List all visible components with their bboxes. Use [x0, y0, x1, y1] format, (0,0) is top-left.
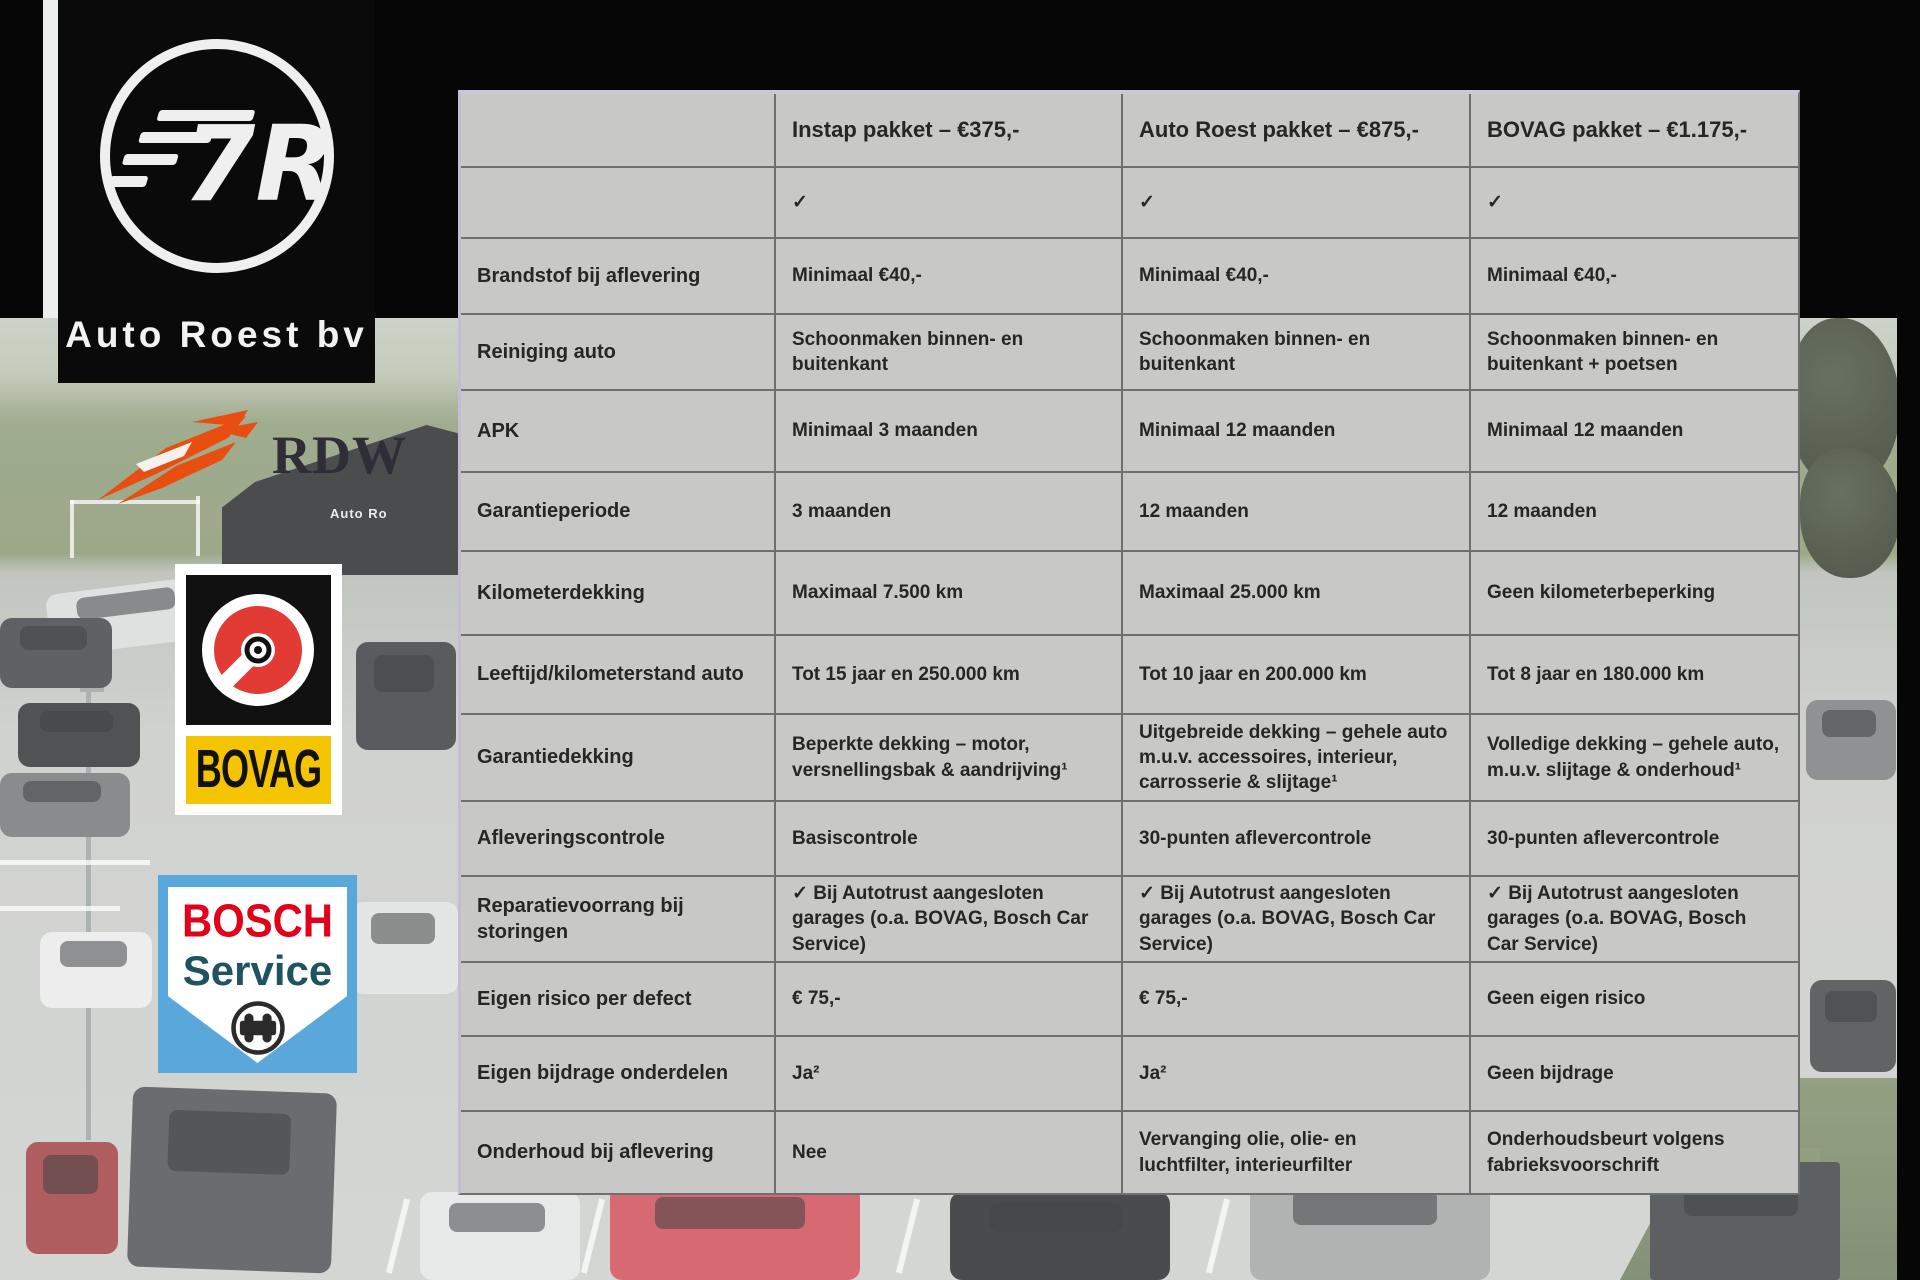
- table-cell: ✓ Bij Autotrust aangesloten garages (o.a. BOVAG, Bosch Car Service): [1471, 877, 1798, 963]
- table-row: [461, 391, 1798, 473]
- row-label: Kilometerdekking: [461, 552, 776, 636]
- car-shape: [0, 773, 130, 837]
- column-header-empty: [461, 94, 776, 168]
- table-cell: 30-punten aflevercontrole: [1471, 802, 1798, 877]
- bosch-armature-icon: [229, 999, 287, 1062]
- table-cell: Minimaal 12 maanden: [1123, 391, 1471, 473]
- column-header-bovag: BOVAG pakket – €1.175,-: [1471, 94, 1798, 168]
- parking-line: [0, 906, 120, 911]
- table-cell: Tot 8 jaar en 180.000 km: [1471, 636, 1798, 715]
- rdw-wordmark: RDW: [272, 425, 407, 485]
- rdw-logo: [96, 408, 406, 518]
- table-header-row: [461, 94, 1798, 168]
- car-shape: [352, 902, 458, 994]
- row-label: Brandstof bij aflevering: [461, 239, 776, 315]
- table-row: [461, 239, 1798, 315]
- column-header-auto-roest: Auto Roest pakket – €875,-: [1123, 94, 1471, 168]
- row-label: Reparatievoorrang bij storingen: [461, 877, 776, 963]
- right-edge-band: [1897, 0, 1920, 1280]
- table-cell: Maximaal 7.500 km: [776, 552, 1123, 636]
- auto-roest-logo: [58, 0, 375, 383]
- table-row: [461, 715, 1798, 802]
- table-row: [461, 963, 1798, 1037]
- table-cell: Beperkte dekking – motor, versnellingsbak & aandrijving¹: [776, 715, 1123, 802]
- parking-line: [1206, 1198, 1230, 1273]
- tree-shape: [1800, 448, 1900, 578]
- table-cell: Onderhoudsbeurt volgens fabrieksvoorschrift: [1471, 1112, 1798, 1193]
- table-cell: Ja²: [1123, 1037, 1471, 1112]
- table-row: [461, 877, 1798, 963]
- table-cell: ✓ Bij Autotrust aangesloten garages (o.a. BOVAG, Bosch Car Service): [1123, 877, 1471, 963]
- table-cell: 3 maanden: [776, 473, 1123, 552]
- table-row: [461, 636, 1798, 715]
- table-cell: Vervanging olie, olie- en luchtfilter, interieurfilter: [1123, 1112, 1471, 1193]
- table-cell: Tot 10 jaar en 200.000 km: [1123, 636, 1471, 715]
- car-shape: [18, 703, 140, 767]
- table-cell: Minimaal €40,-: [1471, 239, 1798, 315]
- bovag-emblem-icon: [186, 575, 331, 725]
- parking-line: [0, 860, 150, 865]
- car-shape: [0, 618, 112, 688]
- row-label: Garantieperiode: [461, 473, 776, 552]
- table-cell: Geen kilometerbeperking: [1471, 552, 1798, 636]
- table-cell: Basiscontrole: [776, 802, 1123, 877]
- row-label: Eigen risico per defect: [461, 963, 776, 1037]
- brand-name: Auto Roest bv: [65, 314, 368, 355]
- monogram-text: 7R: [182, 103, 335, 225]
- table-row: [461, 315, 1798, 391]
- row-label: Garantiedekking: [461, 715, 776, 802]
- car-shape: [26, 1142, 118, 1254]
- table-cell: ✓: [776, 168, 1123, 239]
- parking-line: [386, 1198, 410, 1273]
- table-cell: Nee: [776, 1112, 1123, 1193]
- table-cell: Minimaal 3 maanden: [776, 391, 1123, 473]
- left-margin-sliver: [43, 0, 58, 318]
- car-shape: [610, 1186, 860, 1280]
- row-label: Leeftijd/kilometerstand auto: [461, 636, 776, 715]
- car-shape: [420, 1192, 580, 1280]
- table-cell: Geen eigen risico: [1471, 963, 1798, 1037]
- table-cell: ✓: [1123, 168, 1471, 239]
- table-cell: Tot 15 jaar en 250.000 km: [776, 636, 1123, 715]
- table-cell: Schoonmaken binnen- en buitenkant + poetsen: [1471, 315, 1798, 391]
- table-cell: € 75,-: [1123, 963, 1471, 1037]
- table-cell: € 75,-: [776, 963, 1123, 1037]
- bovag-logo: [175, 564, 342, 815]
- table-cell: 12 maanden: [1471, 473, 1798, 552]
- table-row: [461, 802, 1798, 877]
- car-shape: [40, 932, 152, 1008]
- parking-line: [896, 1198, 920, 1273]
- table-row: [461, 473, 1798, 552]
- table-cell: Uitgebreide dekking – gehele auto m.u.v. accessoires, interieur, carrosserie & slijtage¹: [1123, 715, 1471, 802]
- table-cell: Volledige dekking – gehele auto, m.u.v. slijtage & onderhoud¹: [1471, 715, 1798, 802]
- bosch-service-logo: [158, 875, 357, 1073]
- column-header-instap: Instap pakket – €375,-: [776, 94, 1123, 168]
- table-row: [461, 1037, 1798, 1112]
- bosch-wordmark: BOSCH: [182, 895, 333, 948]
- row-label: APK: [461, 391, 776, 473]
- parking-line: [581, 1198, 605, 1273]
- table-row: [461, 552, 1798, 636]
- table-cell: Minimaal €40,-: [776, 239, 1123, 315]
- table-cell: Schoonmaken binnen- en buitenkant: [1123, 315, 1471, 391]
- car-shape: [356, 642, 456, 750]
- bovag-wordmark-band: [186, 736, 331, 804]
- row-label: Onderhoud bij aflevering: [461, 1112, 776, 1193]
- car-shape: [127, 1086, 337, 1273]
- car-shape: [950, 1192, 1170, 1280]
- row-label: Afleveringscontrole: [461, 802, 776, 877]
- table-cell: Minimaal €40,-: [1123, 239, 1471, 315]
- car-shape: [1810, 980, 1896, 1072]
- bovag-wordmark: BOVAG: [195, 739, 322, 800]
- car-shape: [1806, 700, 1896, 780]
- row-label: Eigen bijdrage onderdelen: [461, 1037, 776, 1112]
- table-cell: Ja²: [776, 1037, 1123, 1112]
- table-cell: ✓ Bij Autotrust aangesloten garages (o.a. BOVAG, Bosch Car Service): [776, 877, 1123, 963]
- table-cell: ✓: [1471, 168, 1798, 239]
- row-label: Reiniging auto: [461, 315, 776, 391]
- table-cell: Schoonmaken binnen- en buitenkant: [776, 315, 1123, 391]
- bosch-service-wordmark: Service: [182, 947, 333, 994]
- auto-roest-monogram-icon: [95, 28, 339, 289]
- field-structure: [70, 500, 74, 558]
- table-cell: Maximaal 25.000 km: [1123, 552, 1471, 636]
- table-cell: 12 maanden: [1123, 473, 1471, 552]
- table-row: [461, 168, 1798, 239]
- rdw-swoosh-icon: [96, 408, 271, 518]
- row-label: [461, 168, 776, 239]
- table-row: [461, 1112, 1798, 1193]
- table-cell: Geen bijdrage: [1471, 1037, 1798, 1112]
- table-cell: 30-punten aflevercontrole: [1123, 802, 1471, 877]
- building-sign-text: Auto Ro: [330, 506, 388, 521]
- package-comparison-table: [458, 90, 1800, 1195]
- table-cell: Minimaal 12 maanden: [1471, 391, 1798, 473]
